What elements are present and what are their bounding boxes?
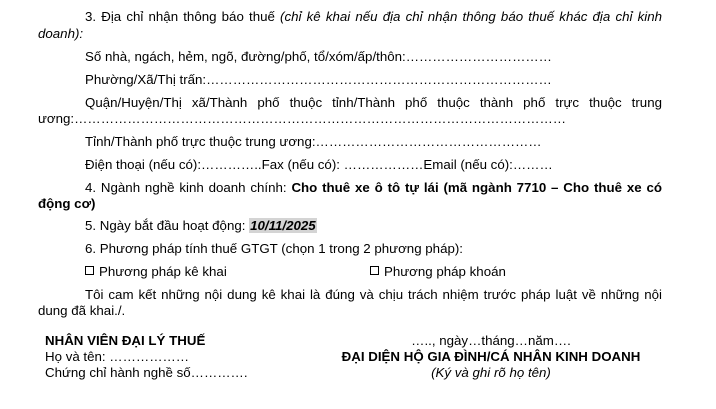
representative-title: ĐẠI DIỆN HỘ GIA ĐÌNH/CÁ NHÂN KINH DOANH <box>341 349 641 364</box>
checkbox-lump-sum[interactable] <box>370 266 379 275</box>
section3-heading-line <box>38 9 662 25</box>
section3-note-cont: doanh): <box>38 26 84 41</box>
agent-name-field[interactable]: Họ và tên: ……………… <box>45 349 190 364</box>
agent-title: NHÂN VIÊN ĐẠI LÝ THUẾ <box>45 333 206 348</box>
section4-line <box>85 180 662 196</box>
option-declaration[interactable] <box>85 264 227 280</box>
commitment-text-cont: dung đã khai./. <box>38 303 126 318</box>
sign-date-line[interactable]: ….., ngày…tháng…năm…. <box>411 333 571 348</box>
section4-label: 4. Ngành nghề kinh doanh chính: <box>85 180 287 195</box>
business-line-value-cont: động cơ) <box>38 196 96 211</box>
business-line-value: Cho thuê xe ô tô tự lái (mã ngành 7710 – Cho thuê xe có <box>291 180 662 195</box>
section5-line <box>85 218 317 234</box>
district-field[interactable]: Quận/Huyện/Thị xã/Thành phố thuộc tỉnh/Thành phố thuộc thành phố trực thuộc trung <box>85 95 662 110</box>
option-lump-sum[interactable] <box>370 264 506 280</box>
street-field[interactable]: Số nhà, ngách, hẻm, ngõ, đường/phố, tổ/xóm/ấp/thôn:…………………………… <box>85 49 552 64</box>
option-declaration-label: Phương pháp kê khai <box>99 264 227 279</box>
checkbox-declaration[interactable] <box>85 266 94 275</box>
contact-field[interactable]: Điện thoại (nếu có):…………..Fax (nếu có): ………………Email (nếu có):……… <box>85 157 553 172</box>
province-field[interactable]: Tỉnh/Thành phố trực thuộc trung ương:…………………………………………… <box>85 134 542 149</box>
district-field-cont[interactable]: ương:………………………………………………………………………………………………… <box>38 111 567 126</box>
option-lump-sum-label: Phương pháp khoán <box>384 264 506 279</box>
signature-note: (Ký và ghi rõ họ tên) <box>431 365 551 380</box>
section3-heading: 3. Địa chỉ nhận thông báo thuế <box>85 9 275 24</box>
commitment-text: Tôi cam kết những nội dung kê khai là đúng và chịu trách nhiệm trước pháp luật về những nội <box>85 287 662 302</box>
ward-field[interactable]: Phường/Xã/Thị trấn:…………………………………………………………………… <box>85 72 552 87</box>
section3-note: (chỉ kê khai nếu địa chỉ nhận thông báo thuế khác địa chỉ kinh <box>280 9 662 24</box>
agent-certificate-field[interactable]: Chứng chỉ hành nghề số…………. <box>45 365 248 380</box>
start-date-label: 5. Ngày bắt đầu hoạt động: <box>85 218 246 233</box>
vat-method-label: 6. Phương pháp tính thuế GTGT (chọn 1 trong 2 phương pháp): <box>85 241 463 256</box>
start-date-value[interactable]: 10/11/2025 <box>250 218 316 233</box>
